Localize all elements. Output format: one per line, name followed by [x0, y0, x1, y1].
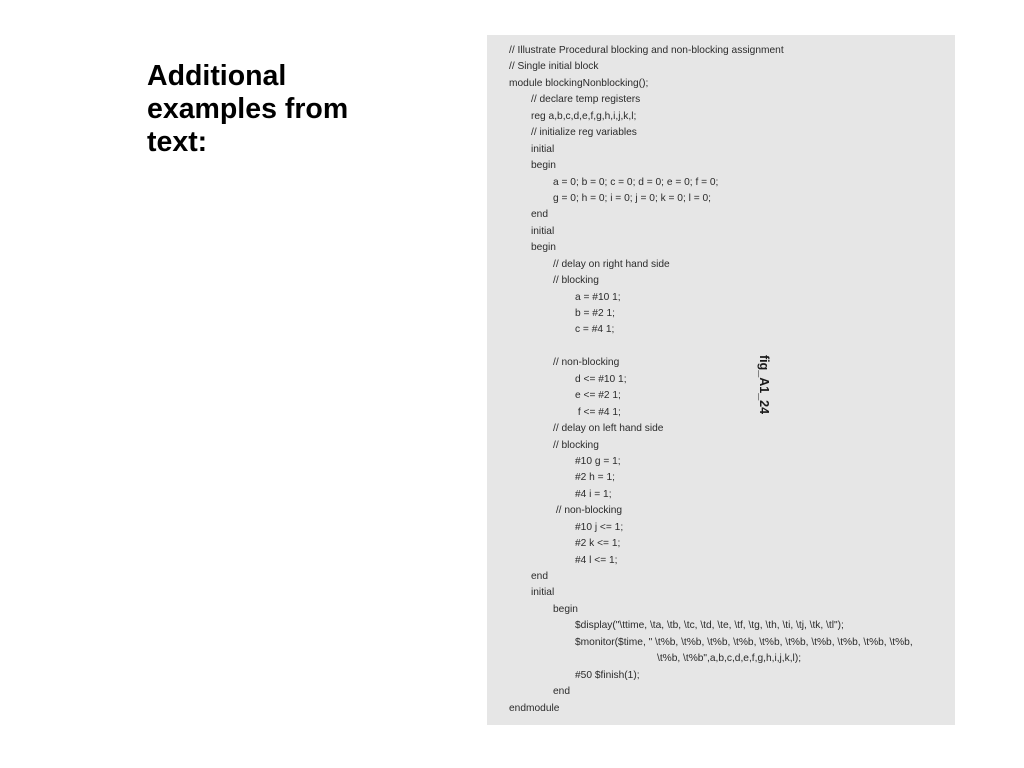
code-line: // blocking	[553, 439, 599, 451]
code-line: #50 $finish(1);	[575, 669, 640, 681]
code-line: end	[553, 686, 570, 698]
code-line: #10 g = 1;	[575, 455, 621, 467]
code-line: // non-blocking	[553, 357, 620, 369]
code-line: #4 i = 1;	[575, 488, 612, 500]
code-line: begin	[531, 242, 556, 254]
code-figure	[487, 35, 955, 725]
code-line: initial	[531, 587, 555, 599]
code-line: f <= #4 1;	[575, 406, 621, 418]
code-line: begin	[531, 160, 556, 172]
code-line: // Illustrate Procedural blocking and non-blocking assignment	[509, 45, 784, 56]
slide-heading-line-1: Additional	[147, 60, 287, 92]
code-line: initial	[531, 143, 555, 155]
code-line: endmodule	[509, 702, 560, 714]
code-line: end	[531, 571, 548, 582]
slide-heading	[147, 60, 407, 159]
code-line: // non-blocking	[553, 505, 623, 517]
code-line: #10 j <= 1;	[575, 521, 624, 533]
code-line: #4 l <= 1;	[575, 554, 618, 566]
code-line: end	[531, 209, 548, 221]
code-line: begin	[553, 603, 578, 615]
code-line: // initialize reg variables	[531, 127, 637, 139]
code-line: e <= #2 1;	[575, 390, 621, 402]
slide-heading-line-3: text:	[147, 126, 208, 158]
code-line: initial	[531, 225, 555, 237]
code-line: $display("\ttime, \ta, \tb, \tc, \td, \te, \tf, \tg, \th, \ti, \tj, \tk, \tl");	[575, 620, 844, 632]
code-line: module blockingNonblocking();	[509, 77, 649, 89]
code-line	[509, 339, 913, 355]
code-line: // blocking	[553, 275, 599, 287]
code-listing	[509, 43, 913, 717]
code-line: #2 h = 1;	[575, 472, 615, 484]
code-line: #2 k <= 1;	[575, 538, 621, 550]
code-line: // Single initial block	[509, 61, 599, 73]
figure-caption: fig_A1_24	[757, 355, 771, 415]
code-line: reg a,b,c,d,e,f,g,h,i,j,k,l;	[531, 110, 637, 122]
code-line: // delay on right hand side	[553, 258, 670, 270]
code-line: a = #10 1;	[575, 291, 621, 303]
code-line: \t%b, \t%b",a,b,c,d,e,f,g,h,i,j,k,l);	[657, 653, 802, 665]
code-line: // delay on left hand side	[553, 423, 664, 435]
code-line: c = #4 1;	[575, 324, 615, 336]
code-line: // declare temp registers	[531, 94, 641, 106]
slide-heading-line-2: examples from	[147, 93, 349, 125]
code-line: b = #2 1;	[575, 308, 615, 319]
code-line: a = 0; b = 0; c = 0; d = 0; e = 0; f = 0;	[553, 176, 719, 188]
code-line: g = 0; h = 0; i = 0; j = 0; k = 0; l = 0;	[553, 192, 712, 204]
code-line: $monitor($time, " \t%b, \t%b, \t%b, \t%b, \t%b, \t%b, \t%b, \t%b, \t%b, \t%b,	[575, 636, 913, 648]
code-line: d <= #10 1;	[575, 373, 627, 385]
